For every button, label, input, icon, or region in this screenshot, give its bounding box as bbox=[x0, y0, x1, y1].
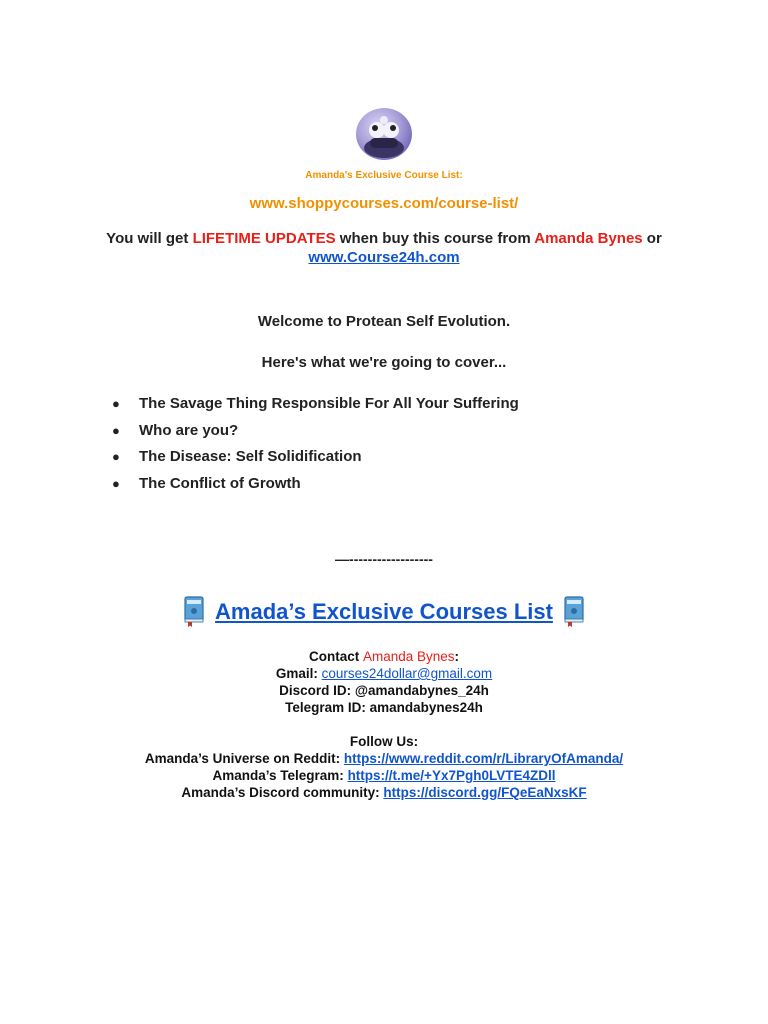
topic-text: The Disease: Self Solidification bbox=[139, 448, 362, 465]
section-divider: —------------------ bbox=[335, 551, 433, 567]
follow-title: Follow Us: bbox=[349, 734, 419, 749]
list-item bbox=[112, 475, 519, 502]
contact-colon: : bbox=[454, 649, 460, 664]
bullet-icon: ● bbox=[112, 396, 120, 411]
contact-label: Contact bbox=[308, 649, 363, 664]
reddit-line bbox=[0, 750, 768, 767]
topic-list bbox=[112, 395, 519, 501]
gmail-label: Gmail: bbox=[275, 666, 322, 681]
book-icon bbox=[563, 596, 585, 628]
book-icon bbox=[183, 596, 205, 628]
courses-list-link[interactable]: Amada’s Exclusive Courses List bbox=[215, 599, 553, 624]
discord-link[interactable]: https://discord.gg/FQeEaNxsKF bbox=[383, 785, 587, 800]
shoppycourses-link[interactable]: www.shoppycourses.com/course-list/ bbox=[249, 195, 519, 212]
topic-text: The Conflict of Growth bbox=[139, 474, 301, 492]
course24h-link[interactable]: www.Course24h.com bbox=[308, 249, 460, 266]
telegram-link[interactable]: https://t.me/+Yx7Pgh0LVTE4ZDll bbox=[347, 768, 556, 783]
reddit-link[interactable]: https://www.reddit.com/r/LibraryOfAmanda/ bbox=[343, 751, 624, 766]
course24h-line bbox=[0, 249, 768, 266]
cover-text: Here's what we're going to cover... bbox=[261, 354, 507, 371]
discord-line bbox=[0, 784, 768, 801]
discord-label: Amanda’s Discord community: bbox=[181, 785, 384, 800]
topic-text: Who are you? bbox=[139, 421, 239, 439]
telegram-label: Amanda’s Telegram: bbox=[212, 768, 348, 783]
lifetime-updates-line bbox=[0, 230, 768, 247]
welcome-text: Welcome to Protean Self Evolution. bbox=[257, 313, 511, 330]
gmail-link[interactable]: courses24dollar@gmail.com bbox=[321, 666, 493, 681]
topic-text: The Savage Thing Responsible For All Your Suffering bbox=[139, 395, 519, 412]
lifetime-suffix: or bbox=[642, 230, 662, 247]
bullet-icon: ● bbox=[112, 475, 120, 491]
amanda-logo-icon bbox=[356, 108, 412, 160]
bullet-icon: ● bbox=[112, 422, 120, 438]
seller-name: Amanda Bynes bbox=[534, 230, 643, 247]
gmail-line bbox=[0, 665, 768, 682]
contact-name: Amanda Bynes bbox=[362, 649, 455, 664]
reddit-label: Amanda’s Universe on Reddit: bbox=[144, 751, 344, 766]
telegram-line bbox=[0, 767, 768, 784]
lifetime-prefix: You will get bbox=[106, 230, 193, 247]
discord-id-line: Discord ID: @amandabynes_24h bbox=[279, 683, 489, 698]
lifetime-highlight: LIFETIME UPDATES bbox=[192, 230, 336, 247]
courses-heading bbox=[0, 596, 768, 628]
list-item bbox=[112, 422, 519, 449]
course-list-subtitle: Amanda's Exclusive Course List: bbox=[305, 170, 463, 181]
lifetime-middle: when buy this course from bbox=[335, 230, 535, 247]
telegram-id-line: Telegram ID: amandabynes24h bbox=[285, 700, 483, 715]
list-item bbox=[112, 448, 519, 475]
bullet-icon: ● bbox=[112, 449, 120, 464]
contact-line bbox=[0, 648, 768, 665]
list-item bbox=[112, 395, 519, 422]
